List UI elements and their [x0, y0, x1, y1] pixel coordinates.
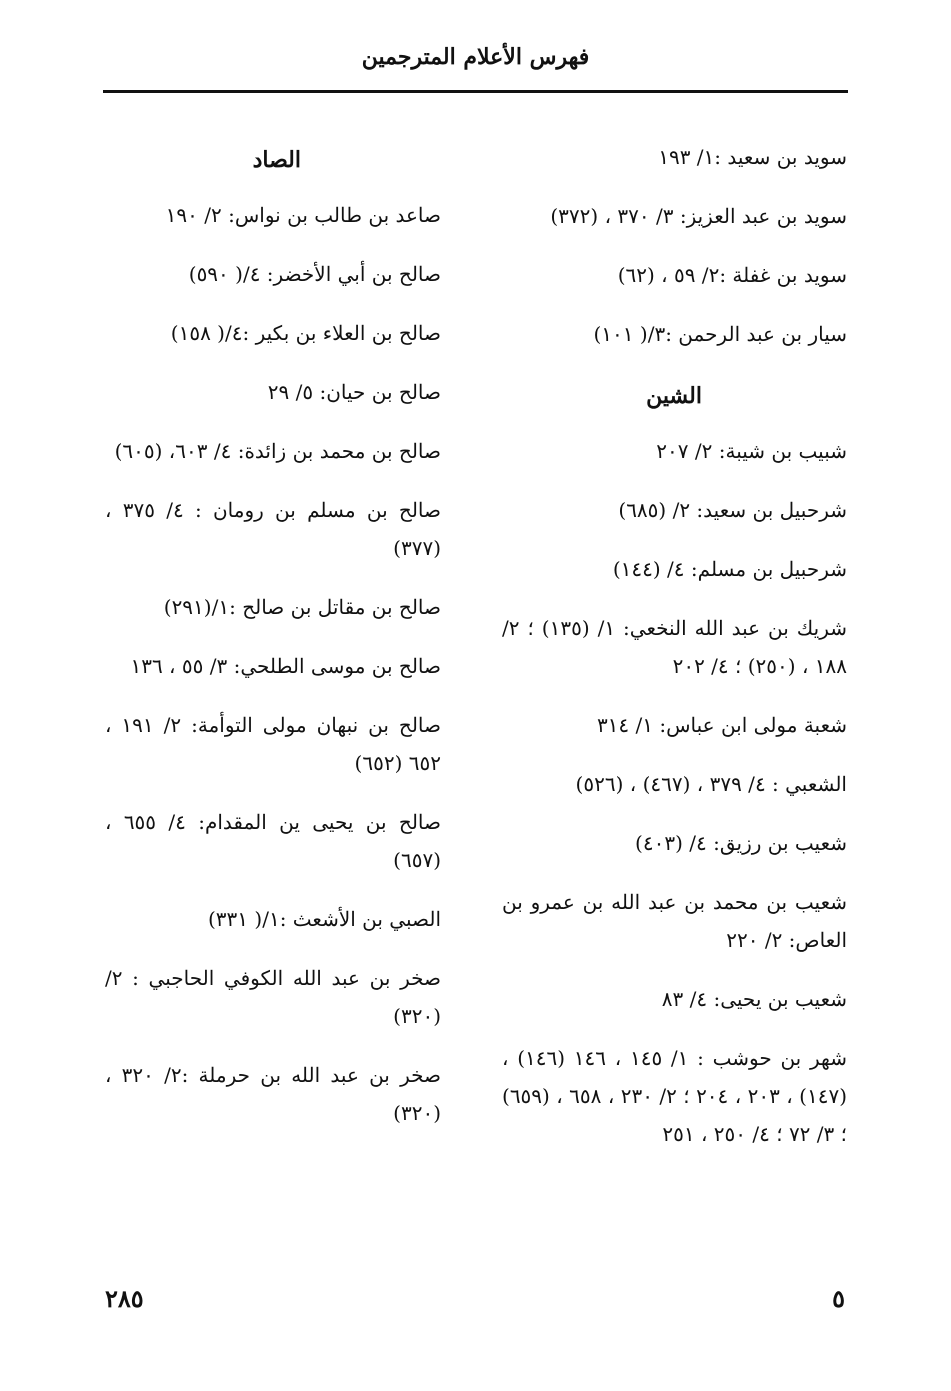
page-number-left: ٢٨٥: [105, 1284, 144, 1313]
index-entry: شعبة مولى ابن عباس: ١/ ٣١٤: [596, 713, 847, 737]
index-entry: صالح بن محمد بن زائدة: ٤/ ٦٠٣، (٦٠٥): [114, 439, 441, 463]
index-entry: شهر بن حوشب : ١/ ١٤٥ ، ١٤٦ (١٤٦) ، (١٤٧) ، ٢٠٣ ، ٢٠٤ ؛ ٢/ ٢٣٠ ، ٦٥٨ ، (٦٥٩) ؛ ٣/ ٧٢ ؛ ٤/ ٢٥٠ ، ٢٥١: [502, 1046, 847, 1146]
header-rule: [103, 90, 848, 93]
index-entry: صالح بن حيان: ٥/ ٢٩: [267, 380, 441, 404]
section-heading-shin: الشين: [646, 383, 702, 409]
index-entry: سويد بن سعيد :١/ ١٩٣: [658, 145, 847, 169]
index-entry: صالح بن موسى الطلحي: ٣/ ٥٥ ، ١٣٦: [130, 654, 441, 678]
index-entry: صالح بن مقاتل بن صالح :١/(٢٩١): [163, 595, 441, 619]
index-entry: شرحبيل بن سعيد: ٢/ (٦٨٥): [618, 498, 847, 522]
index-entry: صالح بن نبهان مولى التوأمة: ٢/ ١٩١ ، ٦٥٢ (٦٥٢): [105, 713, 441, 775]
index-entry: شعيب بن يحيى: ٤/ ٨٣: [661, 987, 847, 1011]
index-entry: صالح بن مسلم بن رومان : ٤/ ٣٧٥ ، (٣٧٧): [105, 498, 441, 560]
index-entry: الصبي بن الأشعث :١/( ٣٣١): [207, 907, 441, 931]
index-entry: شعيب بن رزيق: ٤/ (٤٠٣): [635, 831, 847, 855]
index-entry: صالح بن يحيى ين المقدام: ٤/ ٦٥٥ ، (٦٥٧): [105, 810, 441, 872]
index-entry: شريك بن عبد الله النخعي: ١/ (١٣٥) ؛ ٢/ ١٨٨ ، (٢٥٠) ؛ ٤/ ٢٠٢: [502, 616, 848, 678]
left-column: [105, 138, 441, 1153]
index-entry: الشعبي : ٤/ ٣٧٩ ، (٤٦٧) ، (٥٢٦): [575, 772, 847, 796]
index-entry: شعيب بن محمد بن عبد الله بن عمرو بن العاص: ٢/ ٢٢٠: [502, 890, 847, 952]
index-entry: صالح بن أبي الأخضر: ٤/( ٥٩٠): [188, 262, 441, 286]
index-entry: صخر بن عبد الله الكوفي الحاجبي : ٢/ (٣٢٠): [105, 966, 441, 1028]
section-heading-sad: الصاد: [252, 147, 301, 173]
right-column: [502, 138, 847, 1174]
index-entry: سويد بن غفلة :٢/ ٥٩ ، (٦٢): [617, 263, 847, 287]
index-entry: صالح بن العلاء بن بكير :٤/( ١٥٨): [170, 321, 441, 345]
index-entry: شرحبيل بن مسلم: ٤/ (١٤٤): [612, 557, 847, 581]
index-entry: صاعد بن طالب بن نواس: ٢/ ١٩٠: [165, 203, 441, 227]
index-entry: شبيب بن شيبة: ٢/ ٢٠٧: [656, 439, 847, 463]
running-head-title: فهرس الأعلام المترجمين: [361, 44, 590, 70]
index-entry: سويد بن عبد العزيز: ٣/ ٣٧٠ ، (٣٧٢): [550, 204, 847, 228]
index-entry: صخر بن عبد الله بن حرملة :٢/ ٣٢٠ ، (٣٢٠): [105, 1063, 442, 1125]
page-number-right: ٥: [832, 1284, 845, 1313]
index-entry: سيار بن عبد الرحمن :٣/( ١٠١): [593, 322, 847, 346]
